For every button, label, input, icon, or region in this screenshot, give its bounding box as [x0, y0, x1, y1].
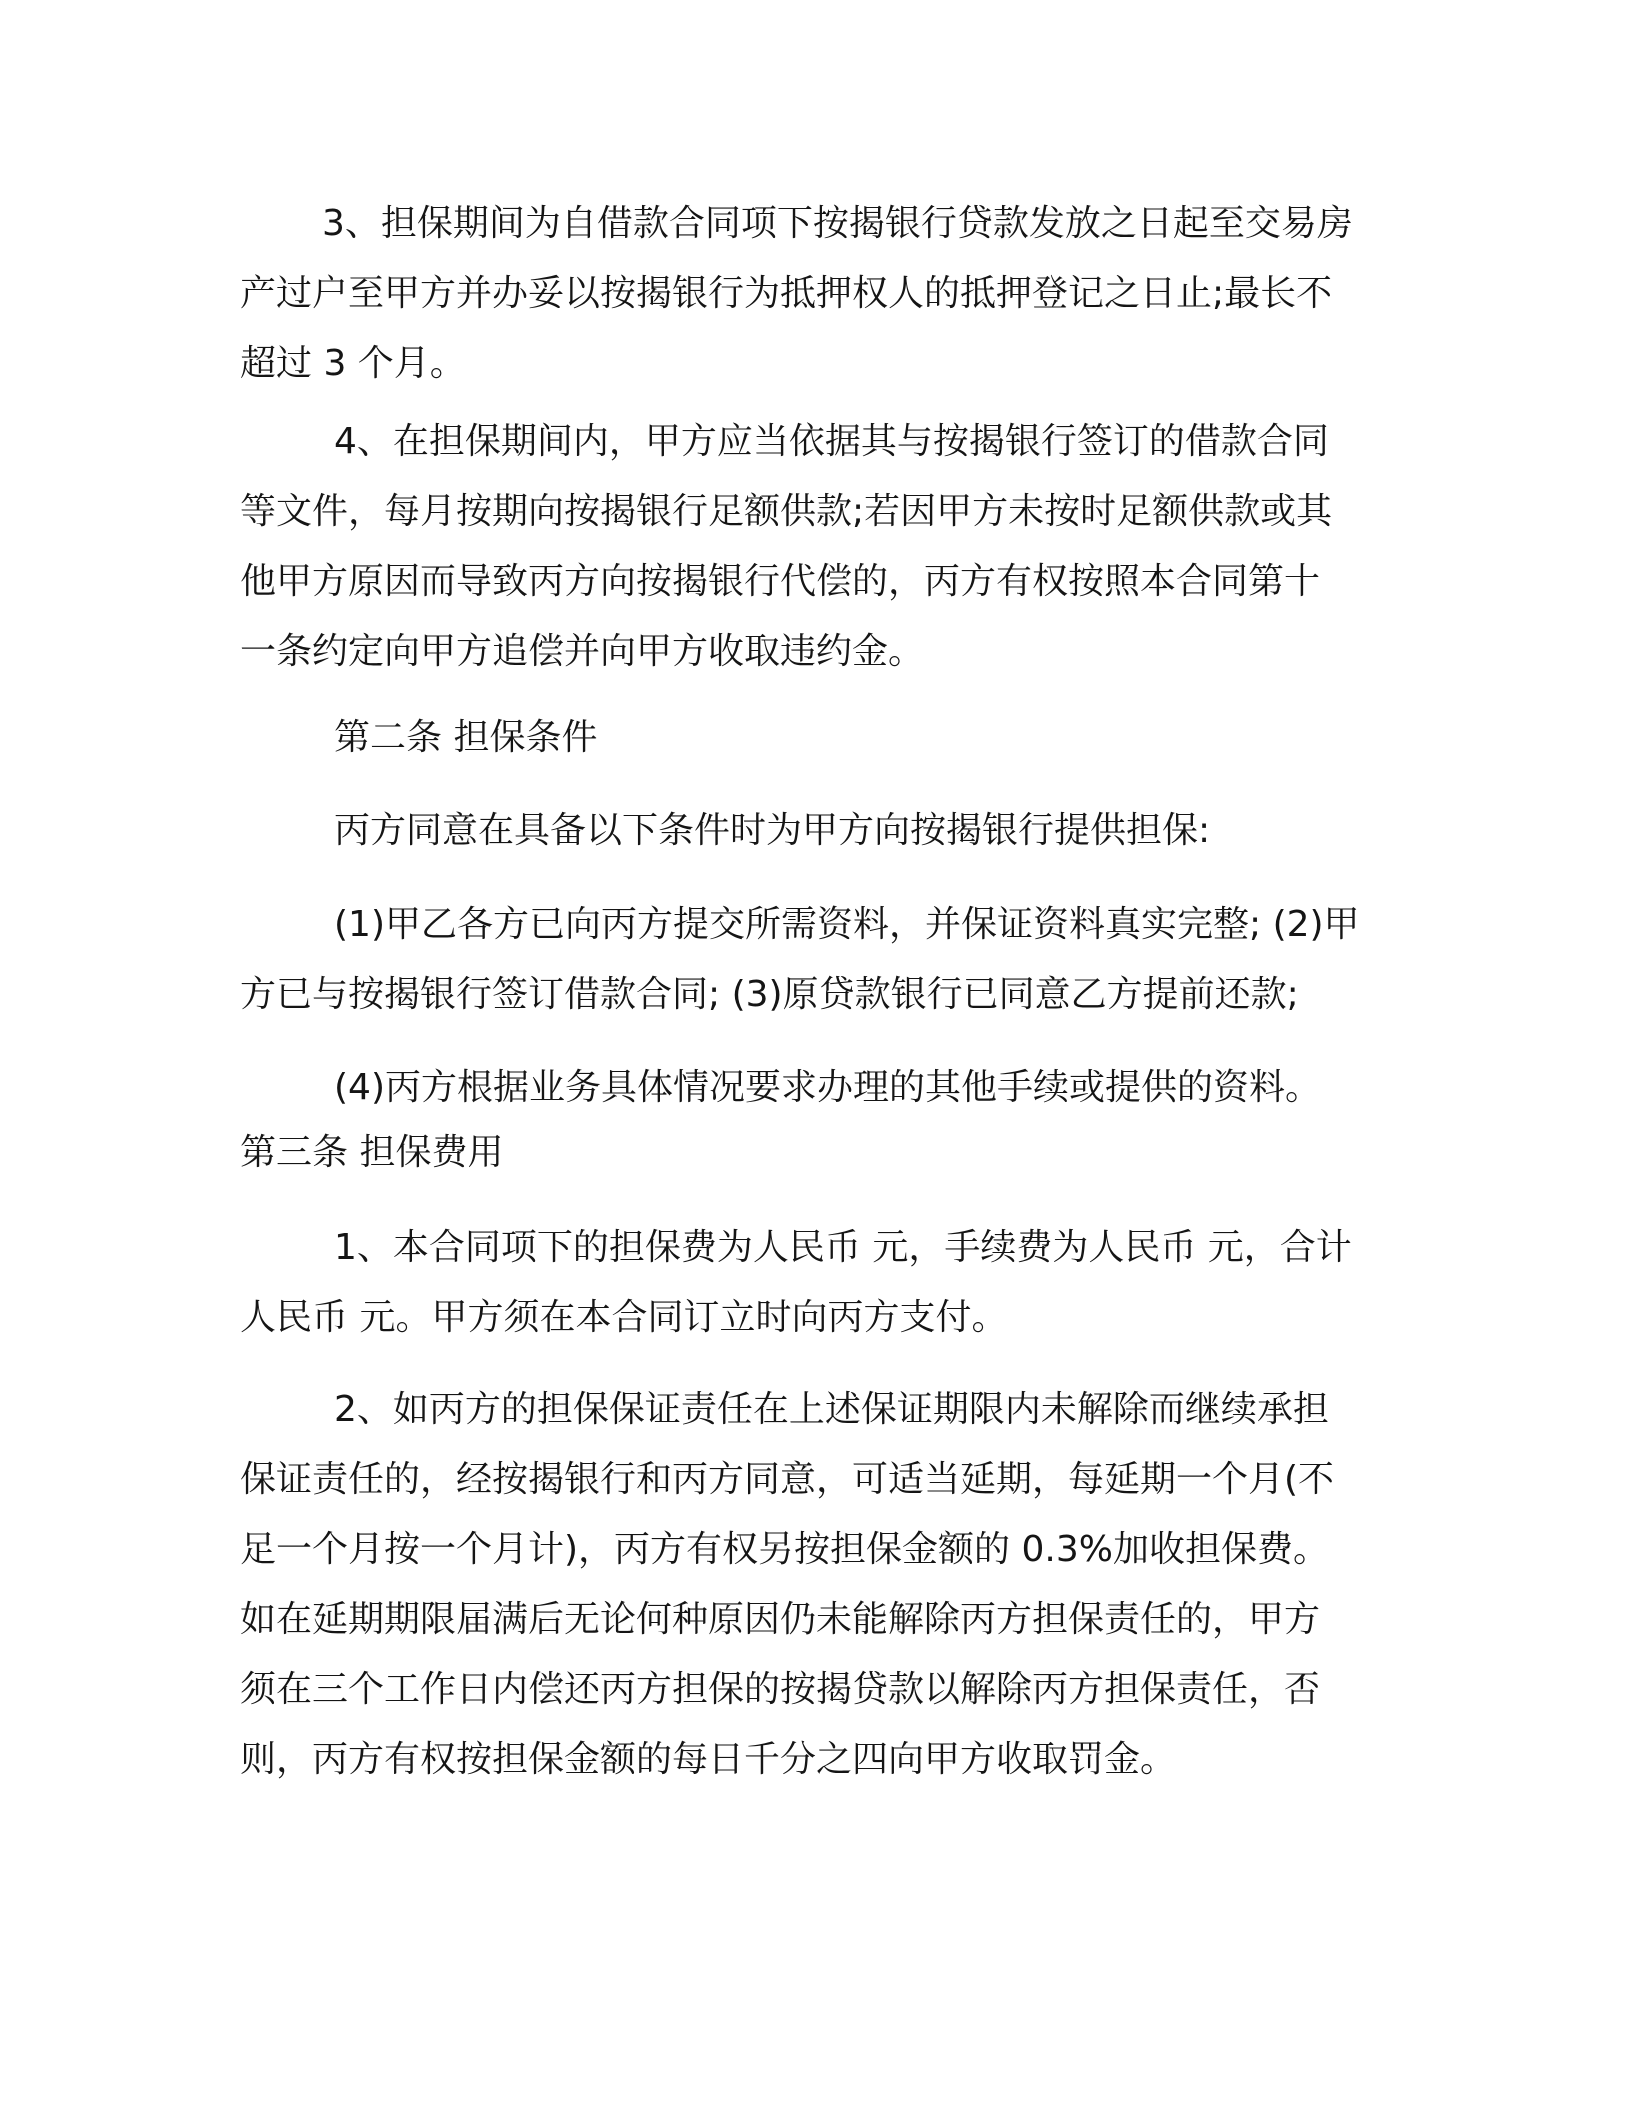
- text-line: 超过 3 个月。: [240, 343, 466, 384]
- section-heading: 第三条 担保费用: [240, 1132, 504, 1173]
- paragraph-4-repayment-obligation: [240, 407, 1390, 687]
- fee-paragraph-2-extension: [240, 1375, 1390, 1795]
- text-line: 足一个月按一个月计)，丙方有权另按担保金额的 0.3%加收担保费。: [240, 1529, 1329, 1570]
- paragraph-3-guarantee-period: [240, 189, 1390, 399]
- text-line: 4、在担保期间内，甲方应当依据其与按揭银行签订的借款合同: [334, 421, 1329, 462]
- text-line: 人民币 元。甲方须在本合同订立时向丙方支付。: [240, 1297, 1008, 1338]
- text-line: 他甲方原因而导致丙方向按揭银行代偿的，丙方有权按照本合同第十: [240, 561, 1321, 602]
- fee-paragraph-1: [240, 1213, 1390, 1353]
- article-3-heading: [240, 1118, 1390, 1188]
- text-line: 保证责任的，经按揭银行和丙方同意，可适当延期，每延期一个月(不: [240, 1459, 1335, 1500]
- text-line: 产过户至甲方并办妥以按揭银行为抵押权人的抵押登记之日止;最长不: [240, 273, 1333, 314]
- text-line: 1、本合同项下的担保费为人民币 元，手续费为人民币 元，合计: [334, 1227, 1352, 1268]
- text-line: 3、担保期间为自借款合同项下按揭银行贷款发放之日起至交易房: [322, 203, 1353, 244]
- text-line: (4)丙方根据业务具体情况要求办理的其他手续或提供的资料。: [334, 1067, 1321, 1108]
- text-line: (1)甲乙各方已向丙方提交所需资料，并保证资料真实完整; (2)甲: [334, 904, 1360, 945]
- text-line: 须在三个工作日内偿还丙方担保的按揭贷款以解除丙方担保责任，否: [240, 1669, 1321, 1710]
- text-line: 2、如丙方的担保保证责任在上述保证期限内未解除而继续承担: [334, 1389, 1329, 1430]
- text-line: 丙方同意在具备以下条件时为甲方向按揭银行提供担保:: [334, 810, 1211, 851]
- section-heading: 第二条 担保条件: [334, 717, 598, 758]
- article-2-heading: [240, 703, 1390, 773]
- condition-4: [240, 1053, 1390, 1123]
- text-line: 等文件，每月按期向按揭银行足额供款;若因甲方未按时足额供款或其: [240, 491, 1333, 532]
- conditions-list-1-3: [240, 890, 1390, 1030]
- text-line: 一条约定向甲方追偿并向甲方收取违约金。: [240, 631, 925, 672]
- text-line: 则，丙方有权按担保金额的每日千分之四向甲方收取罚金。: [240, 1739, 1177, 1780]
- conditions-intro: [240, 796, 1390, 866]
- text-line: 如在延期期限届满后无论何种原因仍未能解除丙方担保责任的，甲方: [240, 1599, 1321, 1640]
- text-line: 方已与按揭银行签订借款合同; (3)原贷款银行已同意乙方提前还款;: [240, 974, 1299, 1015]
